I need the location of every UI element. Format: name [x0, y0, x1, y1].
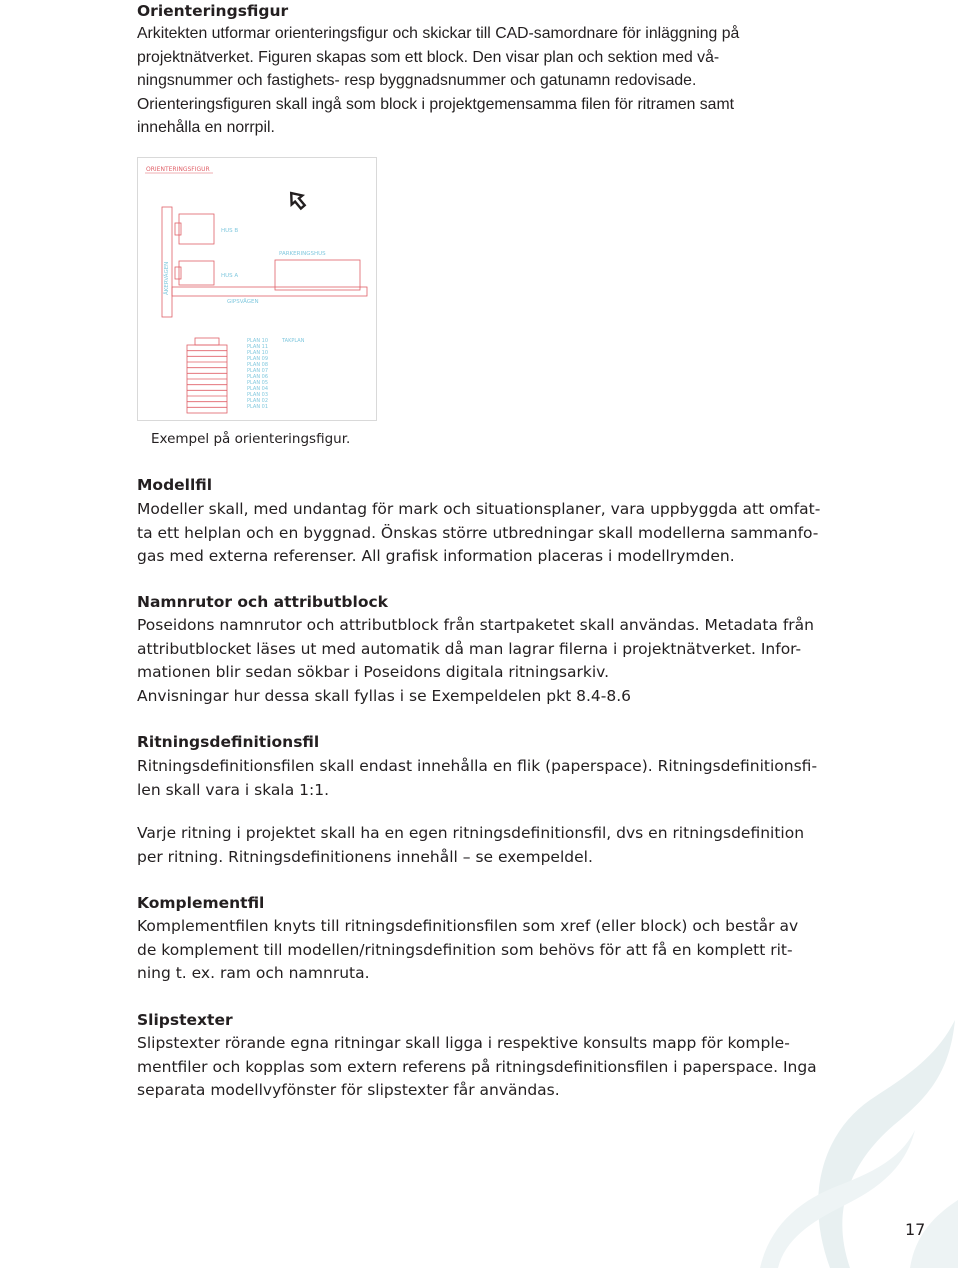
paragraph-namnrutor: [137, 614, 814, 708]
text-line: Poseidons namnrutor och attributblock från startpaketet skall användas. Metadata från: [137, 616, 814, 634]
text-line: len skall vara i skala 1:1.: [137, 780, 329, 799]
floor-label: PLAN 05: [247, 380, 269, 386]
text-line: Orienteringsfiguren skall ingå som block i projektgemensamma filen för ritramen samt: [137, 95, 735, 113]
paragraph-ritningsdefinitionsfil: [137, 755, 817, 802]
text-line: de komplement till modellen/ritningsdefinition som behövs för att få en komplett rit-: [137, 940, 793, 959]
text-line: Anvisningar hur dessa skall fyllas i se Exempeldelen pkt 8.4-8.6: [137, 686, 632, 705]
street-horizontal: [172, 287, 367, 296]
text-line: Varje ritning i projektet skall ha en egen ritningsdefinitionsfil, dvs en ritningsdefinition: [137, 824, 805, 842]
floor-label: PLAN 02: [247, 398, 269, 404]
floor-label: PLAN 04: [247, 386, 269, 392]
site-labels: [163, 228, 326, 305]
site-plan: [162, 207, 367, 317]
paragraph-modellfil: [137, 498, 820, 569]
floor-label: PLAN 03: [247, 392, 269, 398]
label-street-horizontal: GIPSVÄGEN: [227, 299, 259, 305]
building-hus-a-annex: [175, 267, 181, 279]
building-hus-b: [179, 214, 214, 244]
label-parkeringshus: PARKERINGSHUS: [279, 251, 326, 257]
label-hus-a: HUS A: [221, 273, 239, 279]
text-line: attributblocket läses ut med automatik då man lagrar filerna i projektnätverket. Infor-: [137, 639, 802, 658]
figure-caption: Exempel på orienteringsfigur.: [151, 431, 351, 447]
heading-slipstexter: Slipstexter: [137, 1011, 233, 1029]
floor-label: PLAN 11: [247, 344, 269, 350]
paragraph-komplementfil: [137, 915, 798, 986]
text-line: projektnätverket. Figuren skapas som ett block. Den visar plan och sektion med vå-: [137, 48, 720, 66]
building-parkeringshus: [275, 260, 360, 290]
orientation-figure: [137, 157, 379, 423]
text-line: innehålla en norrpil.: [137, 119, 275, 136]
heading-komplementfil: Komplementfil: [137, 894, 265, 912]
text-line: Slipstexter rörande egna ritningar skall ligga i respektive konsults mapp för komple-: [137, 1034, 790, 1052]
floor-label: PLAN 01: [247, 404, 269, 410]
heading-ritningsdefinitionsfil: Ritningsdefinitionsfil: [137, 733, 320, 751]
figure-title: ORIENTERINGSFIGUR: [146, 166, 210, 173]
text-line: separata modellvyfönster för slipstexter får användas.: [137, 1081, 560, 1099]
floor-label: PLAN 09: [247, 356, 269, 362]
text-line: Komplementfilen knyts till ritningsdefinitionsfilen som xref (eller block) och består av: [137, 917, 799, 935]
section-rooftop: [195, 338, 219, 345]
page-number: 17: [905, 1220, 926, 1239]
building-section: [187, 338, 227, 413]
building-hus-b-annex: [175, 223, 181, 235]
floor-label: PLAN 06: [247, 374, 269, 380]
floor-labels: [247, 338, 305, 410]
text-line: gas med externa referenser. All grafisk information placeras i modellrymden.: [137, 547, 735, 565]
label-roof-plan: TAKPLAN: [282, 338, 305, 344]
heading-orienteringsfigur: Orienteringsfigur: [137, 2, 289, 20]
building-hus-a: [179, 261, 214, 285]
paragraph-orienteringsfigur: [137, 22, 739, 140]
text-line: ta ett helplan och en byggnad. Önskas större utbredningar skall modellerna sammanfo-: [137, 523, 819, 542]
north-arrow-icon: [286, 189, 308, 212]
floor-label: PLAN 08: [247, 362, 269, 368]
text-line: mentfiler och kopplas som extern referens på ritningsdefinitionsfilen i paperspace. Inga: [137, 1057, 817, 1076]
heading-modellfil: Modellfil: [137, 476, 213, 494]
text-line: Arkitekten utformar orienteringsfigur och skickar till CAD-samordnare för inläggning på: [137, 25, 740, 42]
text-line: ning t. ex. ram och namnruta.: [137, 964, 370, 982]
text-line: ningsnummer och fastighets- resp byggnadsnummer och gatunamn redovisade.: [137, 72, 697, 89]
heading-namnrutor: Namnrutor och attributblock: [137, 593, 388, 611]
label-street-vertical: ÅKERVÄGEN: [164, 261, 170, 295]
floor-label: PLAN 10: [247, 338, 269, 344]
text-line: per ritning. Ritningsdefinitionens innehåll – se exempeldel.: [137, 847, 593, 866]
floor-label: PLAN 10: [247, 350, 269, 356]
text-line: Ritningsdefinitionsfilen skall endast innehålla en flik (paperspace). Ritningsdefinitionsfi-: [137, 757, 818, 775]
floor-label: PLAN 07: [247, 368, 269, 374]
text-line: mationen blir sedan sökbar i Poseidons digitala ritningsarkiv.: [137, 663, 610, 681]
label-hus-b: HUS B: [221, 228, 239, 234]
paragraph-ritningsdefinitionsfil-2: [137, 822, 804, 869]
text-line: Modeller skall, med undantag för mark och situationsplaner, vara uppbyggda att omfat-: [137, 500, 821, 518]
